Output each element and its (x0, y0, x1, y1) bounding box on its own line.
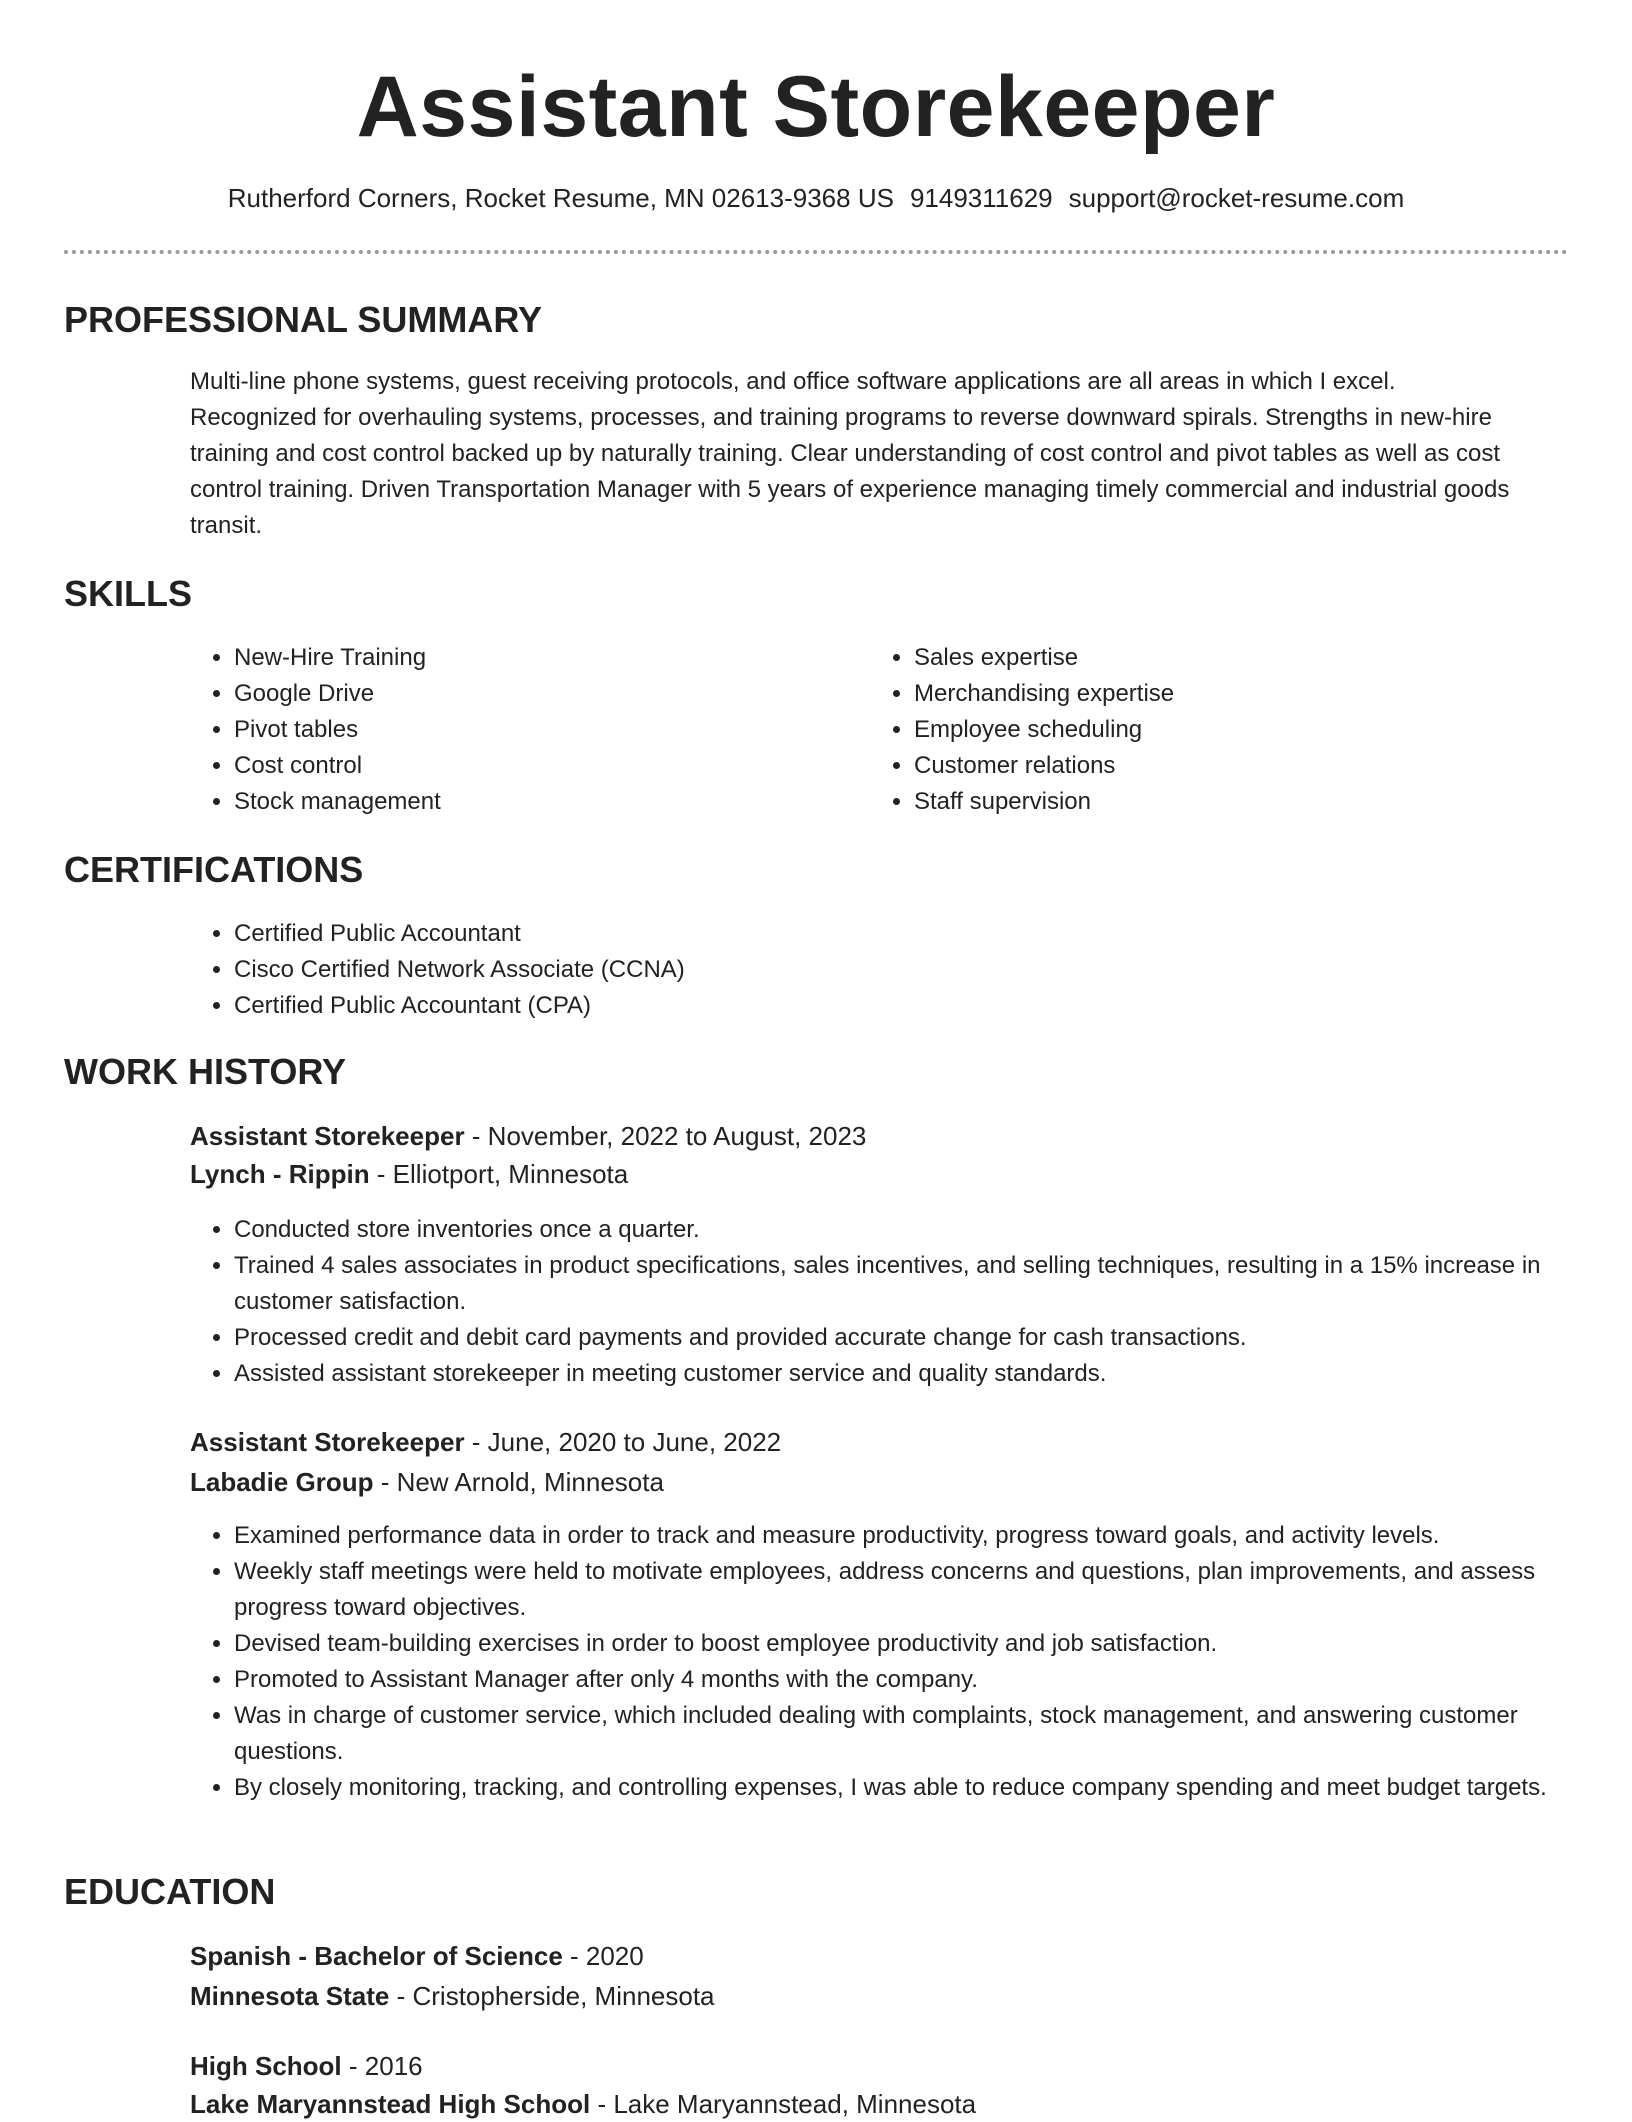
job-company-line (190, 1156, 628, 1192)
skills-left-column (190, 640, 850, 820)
education-location: - Lake Maryannstead, Minnesota (590, 2089, 977, 2119)
candidate-name: Assistant Storekeeper (356, 59, 1276, 155)
job-title-line (190, 1424, 781, 1460)
education-school-line (190, 1978, 715, 2014)
education-degree-line (190, 1938, 644, 1974)
job-bullet: • Trained 4 sales associates in product specifications, sales incentives, and selling techniques, resulting in a 15% increase in customer satisfaction. (234, 1248, 1570, 1320)
skill-item: • New-Hire Training (234, 640, 850, 676)
skill-item: • Stock management (234, 784, 850, 820)
job-bullet: • Weekly staff meetings were held to motivate employees, address concerns and questions, plan improvements, and assess progress toward objectives. (234, 1554, 1570, 1626)
job-bullet: • Examined performance data in order to track and measure productivity, progress toward goals, and activity levels. (234, 1518, 1570, 1554)
skills-right-column (870, 640, 1530, 820)
skill-item: • Staff supervision (914, 784, 1530, 820)
education-heading: EDUCATION (64, 1871, 276, 1912)
summary-heading: PROFESSIONAL SUMMARY (64, 299, 543, 340)
certifications-heading: CERTIFICATIONS (64, 849, 364, 890)
skill-item: • Cost control (234, 748, 850, 784)
contact-line (0, 180, 1632, 216)
education-degree: High School (190, 2051, 342, 2081)
certifications-list (190, 916, 1570, 1024)
summary-line: Multi-line phone systems, guest receiving protocols, and office software applications are all areas in which I excel. (190, 368, 1396, 395)
job-location: - New Arnold, Minnesota (373, 1467, 664, 1497)
job-bullet: • Processed credit and debit card payments and provided accurate change for cash transactions. (234, 1320, 1570, 1356)
contact-phone: 9149311629 (909, 183, 1053, 213)
job-title-line (190, 1118, 866, 1154)
job-location: - Elliotport, Minnesota (369, 1159, 629, 1189)
contact-address: Rutherford Corners, Rocket Resume, MN 02613-9368 US (227, 183, 894, 213)
job-company: Labadie Group (190, 1467, 374, 1497)
skill-item: • Employee scheduling (914, 712, 1530, 748)
education-degree-line (190, 2048, 423, 2084)
skill-item: • Pivot tables (234, 712, 850, 748)
job-dates: - June, 2020 to June, 2022 (464, 1427, 782, 1457)
skill-item: • Merchandising expertise (914, 676, 1530, 712)
work-history-heading: WORK HISTORY (64, 1051, 347, 1092)
summary-paragraph (190, 364, 1570, 544)
job-role: Assistant Storekeeper (190, 1427, 465, 1457)
education-school: Lake Maryannstead High School (190, 2089, 591, 2119)
contact-email[interactable]: support@rocket-resume.com (1068, 183, 1405, 213)
summary-line: Recognized for overhauling systems, processes, and training programs to reverse downward spirals. Strengths in new-hire (190, 404, 1492, 431)
job-company-line (190, 1464, 664, 1500)
certification-item: • Cisco Certified Network Associate (CCNA) (234, 952, 1570, 988)
job-bullet: • Assisted assistant storekeeper in meeting customer service and quality standards. (234, 1356, 1570, 1392)
job-bullets (190, 1212, 1570, 1392)
summary-line: transit. (190, 512, 263, 539)
skills-heading: SKILLS (64, 573, 193, 614)
education-location: - Cristopherside, Minnesota (389, 1981, 715, 2011)
education-degree: Spanish - Bachelor of Science (190, 1941, 563, 1971)
education-school: Minnesota State (190, 1981, 390, 2011)
education-school-line (190, 2086, 976, 2122)
job-bullets (190, 1518, 1570, 1806)
job-dates: - November, 2022 to August, 2023 (464, 1121, 867, 1151)
job-bullet: • Was in charge of customer service, which included dealing with complaints, stock management, and answering customer questions. (234, 1698, 1570, 1770)
skill-item: • Customer relations (914, 748, 1530, 784)
job-bullet: • Promoted to Assistant Manager after only 4 months with the company. (234, 1662, 1570, 1698)
job-bullet: • By closely monitoring, tracking, and controlling expenses, I was able to reduce company spending and meet budget targets. (234, 1770, 1570, 1806)
skill-item: • Sales expertise (914, 640, 1530, 676)
summary-line: training and cost control backed up by naturally training. Clear understanding of cost control and pivot tables as well as cost (190, 440, 1501, 467)
job-bullet: • Devised team-building exercises in order to boost employee productivity and job satisfaction. (234, 1626, 1570, 1662)
job-company: Lynch - Rippin (190, 1159, 370, 1189)
job-role: Assistant Storekeeper (190, 1121, 465, 1151)
summary-line: control training. Driven Transportation Manager with 5 years of experience managing timely commercial and industrial goods (190, 476, 1510, 503)
header-divider (64, 250, 1568, 254)
job-bullet: • Conducted store inventories once a quarter. (234, 1212, 1570, 1248)
skill-item: • Google Drive (234, 676, 850, 712)
education-year: - 2020 (562, 1941, 644, 1971)
certification-item: • Certified Public Accountant (CPA) (234, 988, 1570, 1024)
certification-item: • Certified Public Accountant (234, 916, 1570, 952)
education-year: - 2016 (341, 2051, 423, 2081)
